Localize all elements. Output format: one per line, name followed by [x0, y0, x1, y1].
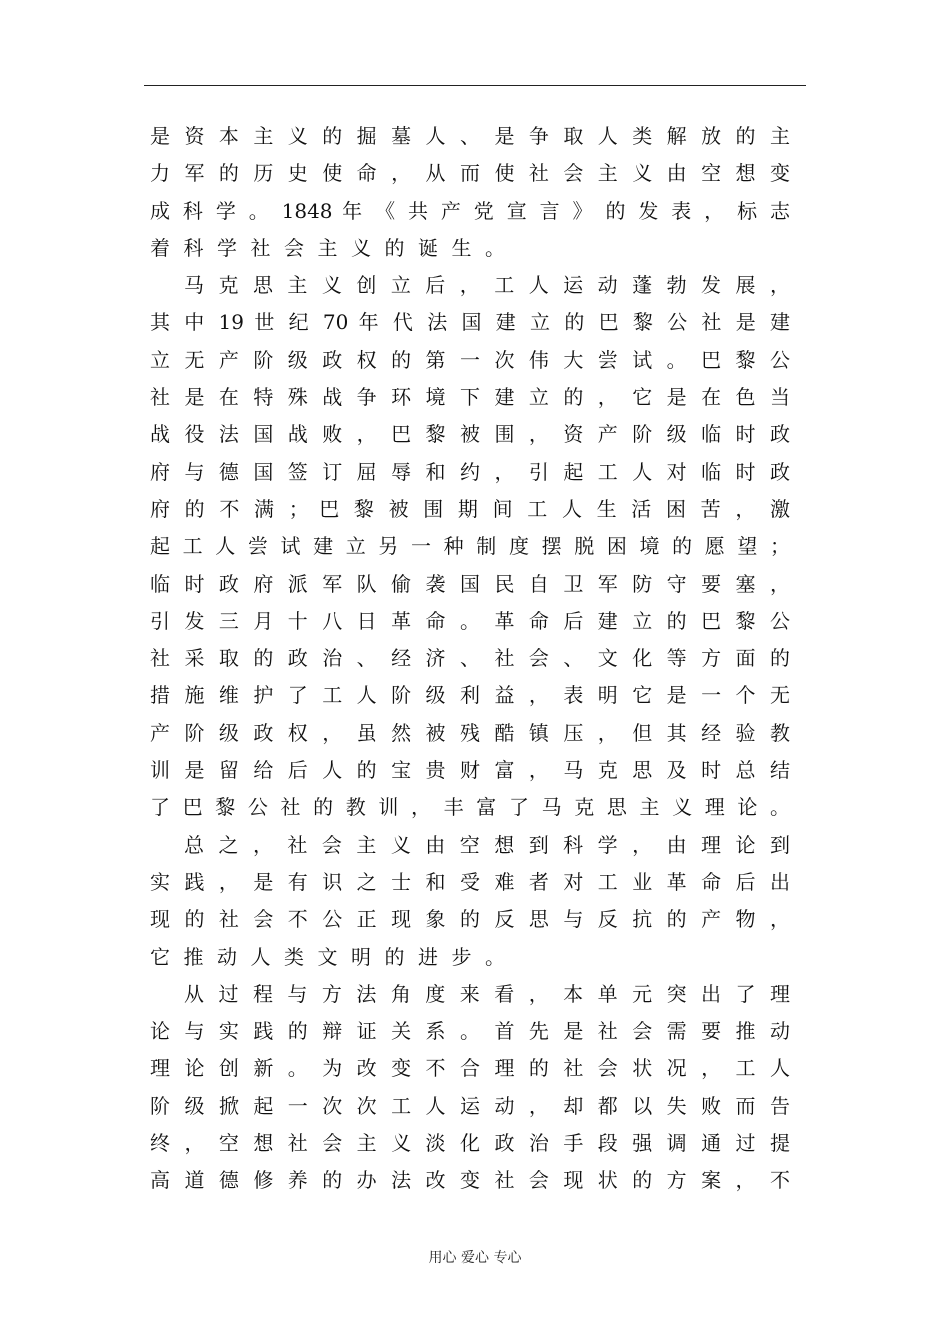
text-line: 总 之 ， 社 会 主 义 由 空 想 到 科 学 ， 由 理 论 到: [184, 832, 790, 857]
text-line: 理 论 创 新 。 为 改 变 不 合 理 的 社 会 状 况 ， 工 人: [150, 1056, 790, 1081]
text-line: 府 与 德 国 签 订 屈 辱 和 约 ， 引 起 工 人 对 临 时 政: [150, 459, 790, 484]
text-line: 成 科 学 。 1848 年 《 共 产 党 宣 言 》 的 发 表 ， 标 志: [150, 198, 790, 223]
text-line: 措 施 维 护 了 工 人 阶 级 利 益 ， 表 明 它 是 一 个 无: [150, 683, 790, 708]
page-footer: 用心 爱心 专心: [428, 1250, 522, 1266]
text-line: 临 时 政 府 派 军 队 偷 袭 国 民 自 卫 军 防 守 要 塞 ，: [150, 571, 790, 596]
text-line: 是 资 本 主 义 的 掘 墓 人 、 是 争 取 人 类 解 放 的 主: [150, 124, 790, 148]
text-line: 起 工 人 尝 试 建 立 另 一 种 制 度 摆 脱 困 境 的 愿 望 ；: [150, 534, 790, 559]
text-line: 终 ， 空 想 社 会 主 义 淡 化 政 治 手 段 强 调 通 过 提: [150, 1131, 790, 1156]
text-line: 实 践 ， 是 有 识 之 士 和 受 难 者 对 工 业 革 命 后 出: [150, 869, 790, 894]
text-line: 高 道 德 修 养 的 办 法 改 变 社 会 现 状 的 方 案 ， 不: [150, 1168, 790, 1193]
text-line: 产 阶 级 政 权 ， 虽 然 被 残 酷 镇 压 ， 但 其 经 验 教: [150, 720, 790, 745]
text-line: 它推动人类文明的进步。: [150, 944, 519, 969]
document-body: [150, 118, 790, 1200]
text-line: 府 的 不 满 ； 巴 黎 被 围 期 间 工 人 生 活 困 苦 ， 激: [150, 496, 790, 521]
text-line: 着科学社会主义的诞生。: [150, 235, 519, 260]
text-line: 了 巴 黎 公 社 的 教 训 ， 丰 富 了 马 克 思 主 义 理 论 。: [150, 795, 790, 820]
text-line: 论 与 实 践 的 辩 证 关 系 。 首 先 是 社 会 需 要 推 动: [150, 1019, 790, 1044]
text-line: 引 发 三 月 十 八 日 革 命 。 革 命 后 建 立 的 巴 黎 公: [150, 608, 790, 633]
text-line: 训 是 留 给 后 人 的 宝 贵 财 富 ， 马 克 思 及 时 总 结: [150, 758, 790, 783]
text-line: 其 中 19 世 纪 70 年 代 法 国 建 立 的 巴 黎 公 社 是 建: [150, 310, 790, 335]
text-line: 战 役 法 国 战 败 ， 巴 黎 被 围 ， 资 产 阶 级 临 时 政: [150, 422, 790, 447]
text-line: 阶 级 掀 起 一 次 次 工 人 运 动 ， 却 都 以 失 败 而 告: [150, 1093, 790, 1118]
text-line: 社 是 在 特 殊 战 争 环 境 下 建 立 的 ， 它 是 在 色 当: [150, 385, 790, 410]
header-rule: [144, 85, 806, 86]
text-line: 力 军 的 历 史 使 命 ， 从 而 使 社 会 主 义 由 空 想 变: [150, 161, 790, 186]
text-line: 现 的 社 会 不 公 正 现 象 的 反 思 与 反 抗 的 产 物 ，: [150, 907, 790, 932]
text-line: 社 采 取 的 政 治 、 经 济 、 社 会 、 文 化 等 方 面 的: [150, 646, 790, 671]
text-line: 立 无 产 阶 级 政 权 的 第 一 次 伟 大 尝 试 。 巴 黎 公: [150, 347, 790, 372]
text-line: 马 克 思 主 义 创 立 后 ， 工 人 运 动 蓬 勃 发 展 ，: [184, 273, 790, 298]
text-line: 从 过 程 与 方 法 角 度 来 看 ， 本 单 元 突 出 了 理: [184, 981, 790, 1006]
